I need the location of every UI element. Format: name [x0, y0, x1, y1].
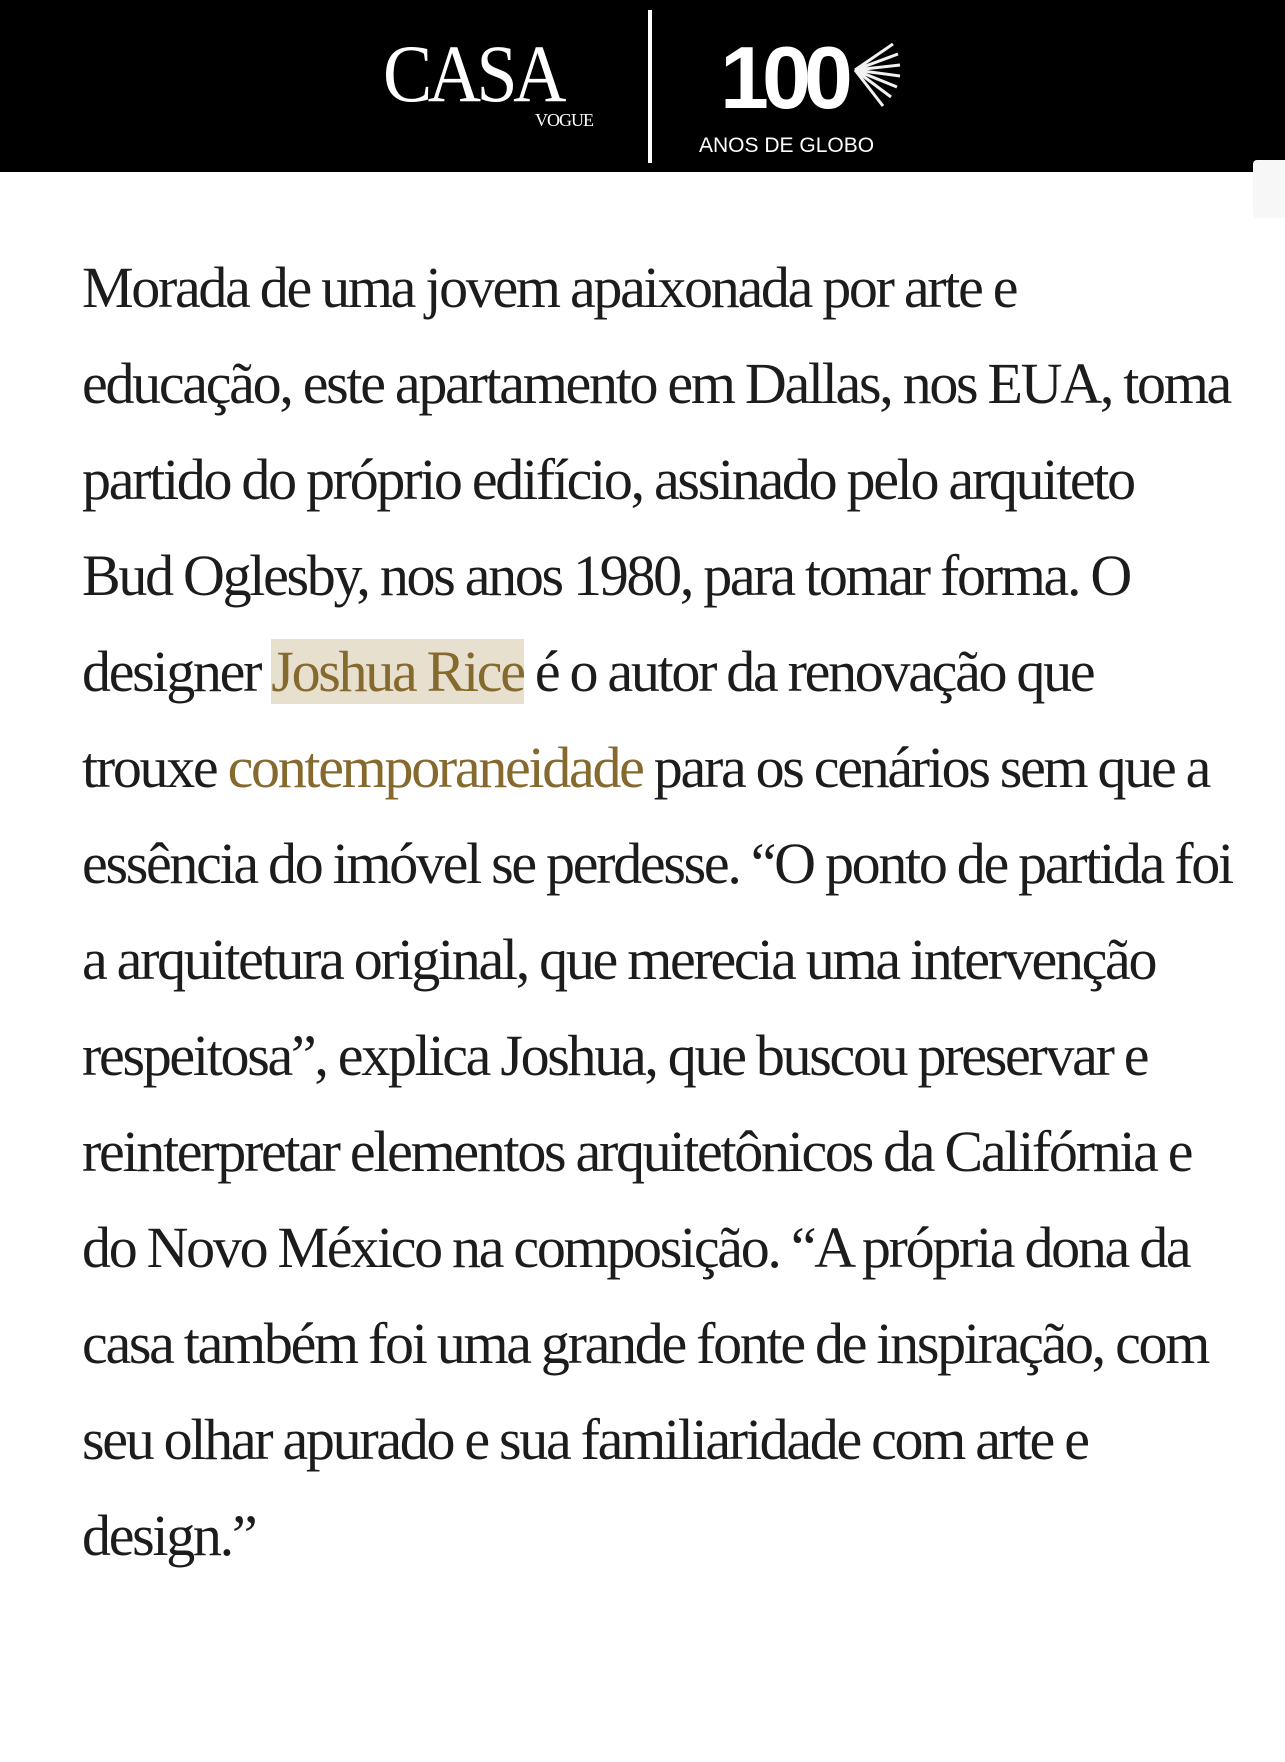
site-header	[0, 0, 1285, 172]
contemporaneidade-link[interactable]: contemporaneidade	[227, 735, 643, 800]
centenary-number-graphic	[682, 24, 912, 129]
paragraph-text: Morada de uma jovem apaixonada por arte e educação, este apartamento em Dallas, nos EUA, toma partido do próprio edifício, assinado pelo arquiteto Bud Oglesby, nos anos 1980, para tomar forma. O designer	[82, 255, 1230, 704]
paragraph-text: é o autor da renovação que trouxe	[82, 639, 1094, 800]
centenary-number: 100	[720, 28, 846, 127]
designer-link[interactable]: Joshua Rice	[271, 639, 524, 704]
logo-divider	[648, 10, 652, 163]
brand-name: CASA	[383, 28, 562, 119]
article-body	[82, 240, 1232, 1584]
rays-icon	[855, 44, 900, 106]
article-paragraph	[82, 240, 1232, 1584]
brand-subtitle: VOGUE	[535, 110, 593, 130]
scroll-handle[interactable]	[1253, 160, 1285, 218]
globo-100-years-logo[interactable]	[682, 24, 912, 160]
casa-vogue-logo[interactable]	[383, 28, 603, 133]
centenary-caption: ANOS DE GLOBO	[699, 134, 875, 157]
paragraph-text: para os cenários sem que a essência do imóvel se perdesse. “O ponto de partida foi a arquitetura original, que merecia uma intervenção respeitosa”, explica Joshua, que buscou preservar e reinterpretar elementos arquitetônicos da Califórnia e do Novo México na composição. “A própria dona da casa também foi uma grande fonte de inspiração, com seu olhar apurado e sua familiaridade com arte e design.”	[82, 735, 1232, 1568]
